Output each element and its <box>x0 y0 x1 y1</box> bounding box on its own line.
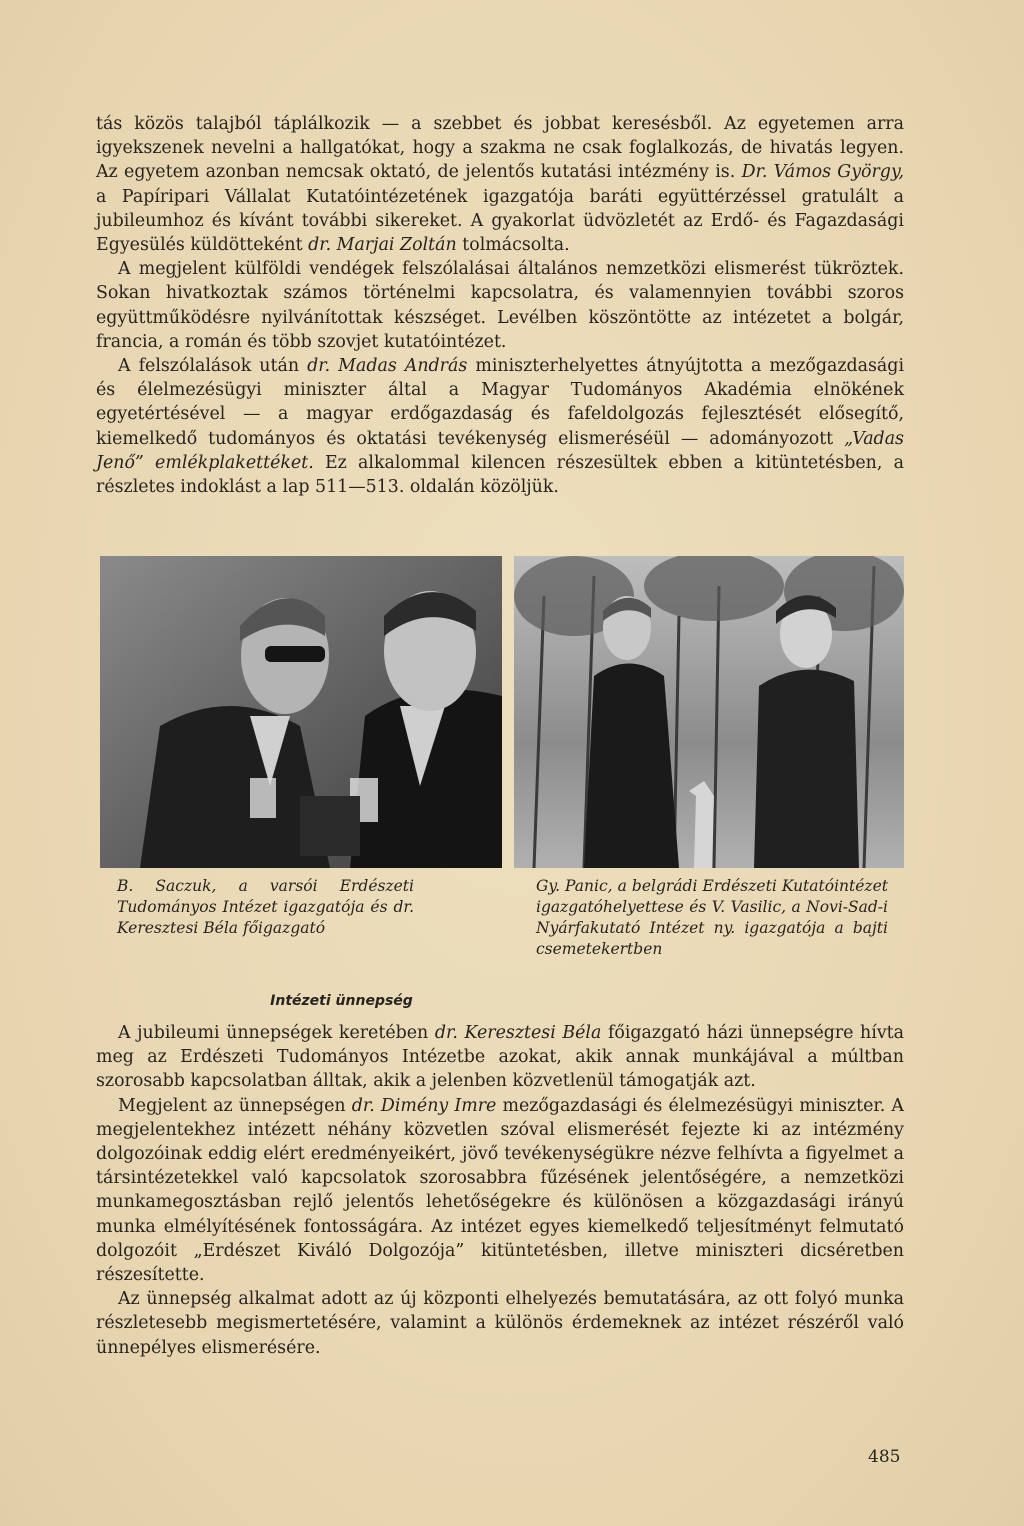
italic-name: dr. Marjai Zoltán <box>308 235 457 256</box>
text-run: Ez alkalommal kilencen részesültek ebben a kitüntetésben, a részletes indoklást a lap 511—513. oldalán közöljük. <box>96 452 904 498</box>
bottom-text-block <box>96 1021 904 1360</box>
italic-name: dr. Madas András <box>307 356 468 377</box>
paragraph <box>96 1021 904 1094</box>
paragraph <box>96 354 904 499</box>
paragraph <box>96 257 904 354</box>
top-text-block <box>96 112 904 499</box>
text-run: mezőgazdasági és élelmezésügyi miniszter. A megjelentekhez intézett néhány közvetlen szóval elismerését fejezte ki az intézmény dolgozóinak eddig elért eredményeikért, jövő tevékenységükre nézve felhívta a figyelmet a társintézetekkel való kapcsolatok szorosabbra fűzésének jelentőségére, a nemzetközi munkamegosztásban rejlő jelentős lehetőségekre és különösen a közgazdasági irányú munka elmélyítésének fontosságára. Az intézet egyes kiemelkedő teljesítményt felmutató dolgozóit „Erdészet Kiváló Dolgozója” kitüntetésben, illetve miniszteri dicséretben részesítette. <box>96 1095 904 1286</box>
text-run: Megjelent az ünnepségen <box>118 1095 352 1116</box>
section-heading: Intézeti ünnepség <box>270 993 413 1009</box>
photo-two-men-toasting <box>100 556 502 868</box>
paragraph <box>96 1287 904 1360</box>
text-run: A jubileumi ünnepségek keretében <box>118 1023 435 1043</box>
page-number: 485 <box>868 1447 901 1467</box>
paragraph <box>96 1094 904 1288</box>
italic-name: dr. Dimény Imre <box>351 1095 497 1116</box>
text-run: miniszterhelyettes átnyújtotta a mezőgazdasági és élelmezésügyi miniszter által a Magyar Tudományos Akadémia elnökének egyetértésével — a magyar erdőgazdaság és fafeldolgozás fejlesztését elősegítő, kiemelkedő tudományos és oktatási tevékenység elismeréséül — adományozott <box>96 356 904 449</box>
text-run: tás közös talajból táplálkozik — a szebbet és jobbat keresésből. Az egyetemen arra igyekszenek nevelni a hallgatókat, hogy a szakma ne csak foglalkozás, de hivatás legyen. Az egyetem azonban nemcsak oktató, de jelentős kutatási intézmény is. <box>96 114 904 183</box>
text-run: főigazgató házi ünnepségre hívta meg az Erdészeti Tudományos Intézetbe azokat, akik annak munkájával a múltban szorosabb kapcsolatban álltak, akik a jelenben közvetlenül támogatják azt. <box>96 1023 905 1092</box>
italic-name: Dr. Vámos György, <box>741 162 904 183</box>
italic-name: „Vadas Jenő” emlékplakettéket. <box>96 428 904 473</box>
photo-two-men-in-nursery <box>514 556 904 868</box>
photo-caption-right: Gy. Panic, a belgrádi Erdészeti Kutatóintézet igazgatóhelyettese és V. Vasilic, a Novi-Sad-i Nyárfakutató Intézet ny. igazgatója a bajti csemetekertben <box>536 877 888 958</box>
text-run: A megjelent külföldi vendégek felszólalásai általános nemzetközi elismerést tükröztek. Sokan hivatkoztak számos történelmi kapcsolatra, és valamennyien további szoros együttműködésre nyilvánítottak készséget. Levélben köszöntötte az intézetet a bolgár, francia, a román és több szovjet kutatóintézet. <box>96 259 904 352</box>
text-run: A felszólalások után <box>118 356 308 377</box>
text-run: Az ünnepség alkalmat adott az új központi elhelyezés bemutatására, az ott folyó munka részletesebb megismertetésére, valamint a különös érdemeknek az intézet részéről való ünnepélyes elismerésére. <box>96 1289 904 1358</box>
text-run: a Papíripari Vállalat Kutatóintézetének igazgatója baráti együttérzéssel gratulált a jubileumhoz és kívánt további sikereket. A gyakorlat üdvözletét az Erdő- és Fagazdasági Egyesülés küldötteként <box>96 186 904 256</box>
photo-caption-left: B. Saczuk, a varsói Erdészeti Tudományos Intézet igazgatója és dr. Keresztesi Béla főigazgató <box>117 877 414 937</box>
text-run: tolmácsolta. <box>456 235 570 256</box>
italic-name: dr. Keresztesi Béla <box>434 1023 602 1043</box>
paragraph <box>96 112 904 257</box>
